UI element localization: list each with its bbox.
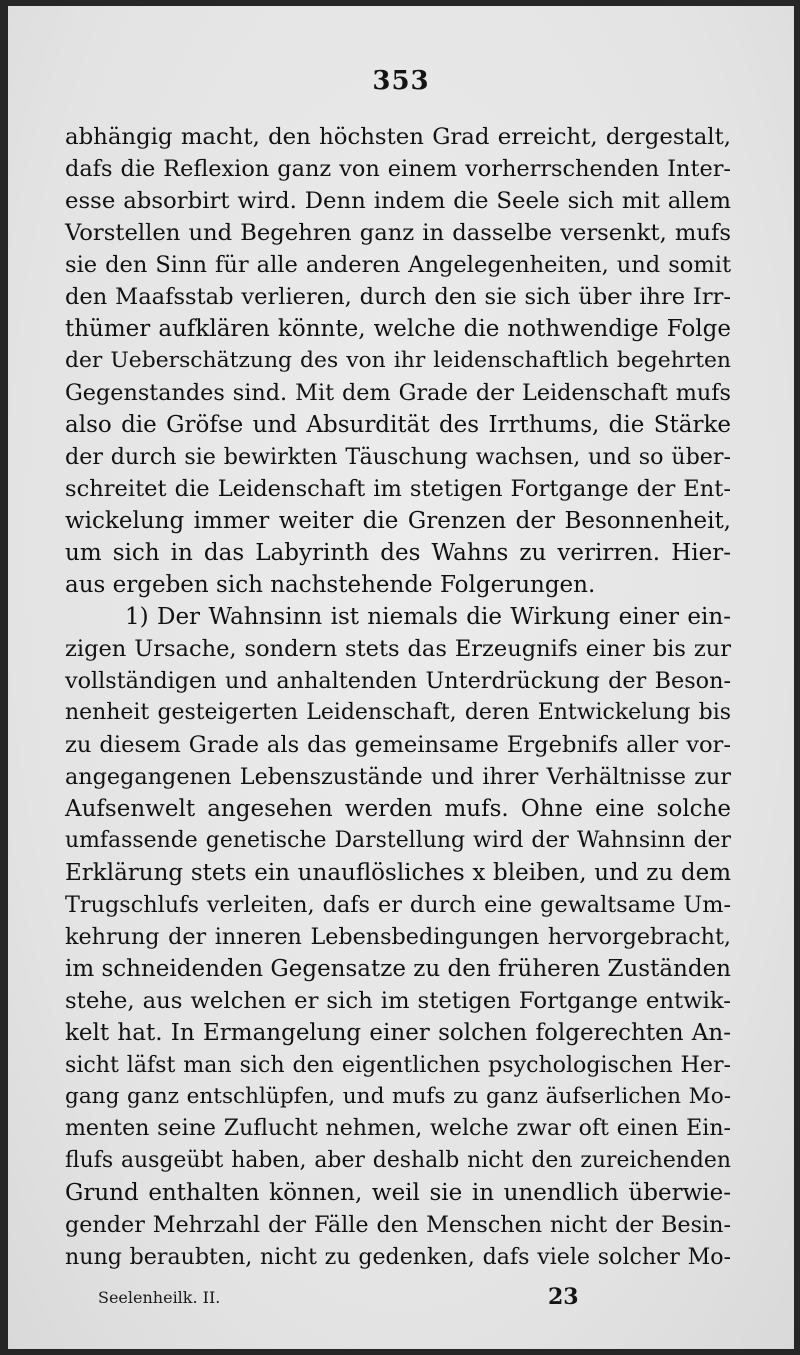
text-line: wickelung immer weiter die Grenzen der Besonnenheit, — [65, 508, 731, 534]
text-line: stehe, aus welchen er sich im stetigen Fortgange entwik- — [65, 988, 731, 1014]
text-line: der durch sie bewirkten Täuschung wachsen, und so über- — [65, 444, 731, 470]
text-line: den Maafsstab verlieren, durch den sie sich über ihre Irr- — [65, 284, 731, 310]
text-line: Aufsenwelt angesehen werden mufs. Ohne eine solche — [65, 796, 731, 822]
text-line: nenheit gesteigerten Leidenschaft, deren Entwickelung bis — [65, 700, 731, 725]
text-line: sicht läfst man sich den eigentlichen psychologischen Her- — [65, 1052, 731, 1078]
text-line: Gegenstandes sind. Mit dem Grade der Leidenschaft mufs — [65, 380, 731, 406]
text-line: zu diesem Grade als das gemeinsame Ergebnifs aller vor- — [65, 732, 731, 758]
text-line: gang ganz entschlüpfen, und mufs zu ganz äufserlichen Mo- — [65, 1084, 731, 1109]
text-line: umfassende genetische Darstellung wird der Wahnsinn der — [65, 828, 731, 853]
text-line: kelt hat. In Ermangelung einer solchen folgerechten An- — [65, 1020, 731, 1046]
text-line: schreitet die Leidenschaft im stetigen Fortgange der Ent- — [65, 476, 731, 502]
text-line: aus ergeben sich nachstehende Folgerungen. — [65, 572, 596, 598]
body-text — [65, 121, 731, 1273]
footer-signature-number: 23 — [548, 1284, 579, 1310]
text-line: abhängig macht, den höchsten Grad erreicht, dergestalt, — [65, 124, 731, 150]
text-line: Vorstellen und Begehren ganz in dasselbe versenkt, mufs — [65, 220, 731, 246]
text-line: flufs ausgeübt haben, aber deshalb nicht den zureichenden — [65, 1148, 731, 1173]
text-line: vollständigen und anhaltenden Unterdrückung der Beson- — [65, 668, 731, 694]
text-line: 1) Der Wahnsinn ist niemals die Wirkung einer ein- — [125, 604, 731, 630]
text-line: angegangenen Lebenszustände und ihrer Verhältnisse zur — [65, 764, 731, 790]
text-line: also die Gröfse und Absurdität des Irrthums, die Stärke — [65, 412, 731, 438]
text-line: kehrung der inneren Lebensbedingungen hervorgebracht, — [65, 924, 731, 950]
text-line: zigen Ursache, sondern stets das Erzeugnifs einer bis zur — [65, 636, 731, 662]
text-line: um sich in das Labyrinth des Wahns zu verirren. Hier- — [65, 540, 731, 566]
text-line: Erklärung stets ein unauflösliches x bleiben, und zu dem — [65, 860, 731, 886]
text-line: esse absorbirt wird. Denn indem die Seele sich mit allem — [65, 188, 731, 214]
text-line: im schneidenden Gegensatze zu den früheren Zuständen — [65, 956, 731, 982]
text-line: der Ueberschätzung des von ihr leidenschaftlich begehrten — [65, 348, 731, 373]
text-line: Grund enthalten können, weil sie in unendlich überwie- — [65, 1180, 731, 1206]
text-line: nung beraubten, nicht zu gedenken, dafs viele solcher Mo- — [65, 1244, 731, 1270]
text-line: menten seine Zuflucht nehmen, welche zwar oft einen Ein- — [65, 1116, 731, 1141]
footer-signature-title: Seelenheilk. II. — [98, 1288, 221, 1307]
book-page — [8, 6, 794, 1349]
text-line: thümer aufklären könnte, welche die nothwendige Folge — [65, 316, 731, 342]
text-line: Trugschlufs verleiten, dafs er durch eine gewaltsame Um- — [65, 892, 731, 918]
text-line: gender Mehrzahl der Fälle den Menschen nicht der Besin- — [65, 1212, 731, 1238]
text-line: dafs die Reflexion ganz von einem vorherrschenden Inter- — [65, 156, 731, 182]
text-line: sie den Sinn für alle anderen Angelegenheiten, und somit — [65, 252, 731, 278]
page-number: 353 — [372, 66, 430, 96]
